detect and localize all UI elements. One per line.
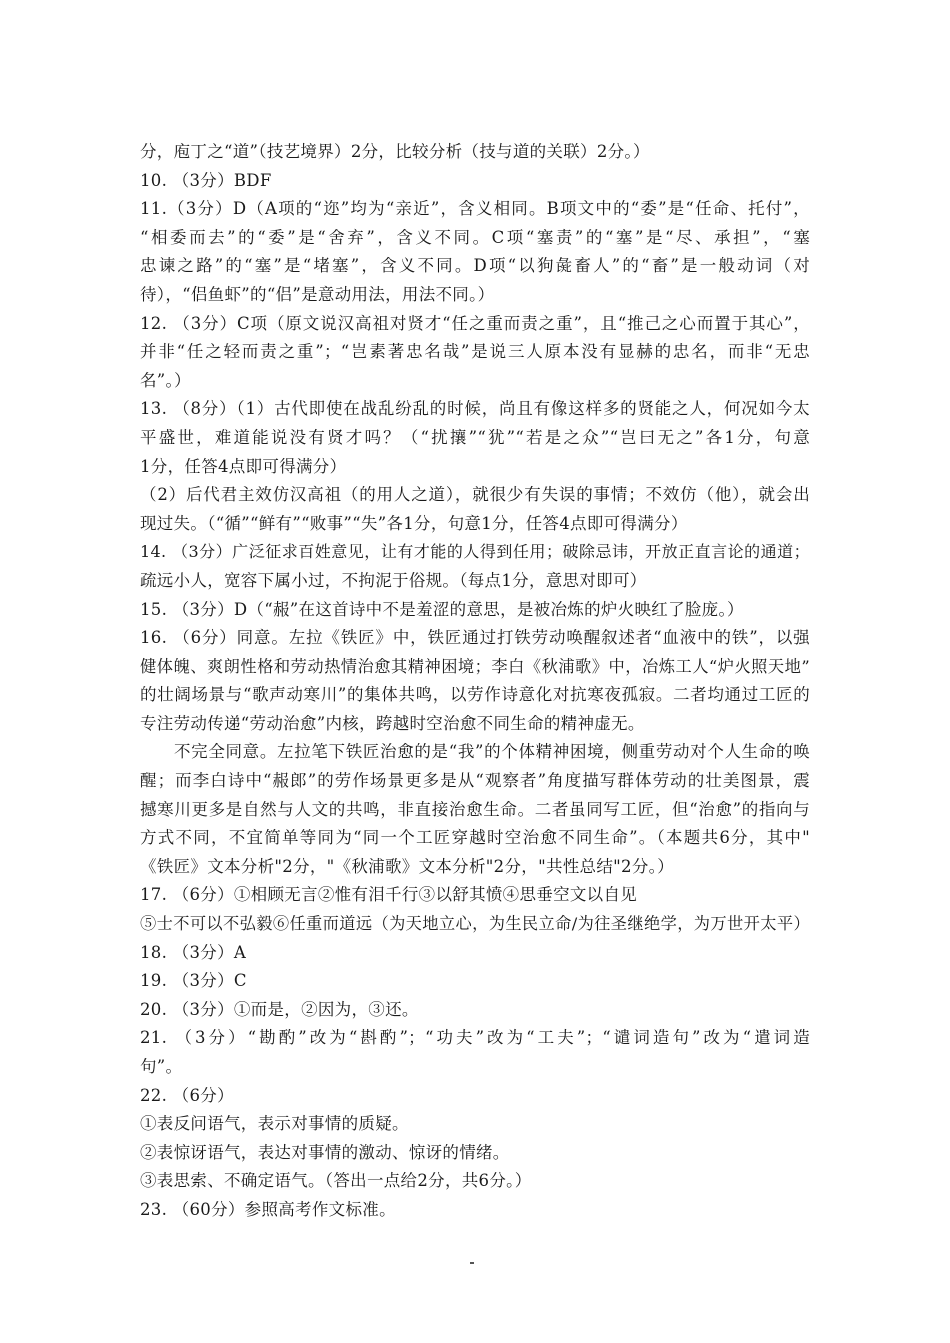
text-line: 名”。） xyxy=(140,370,191,390)
text-line: ①表反问语气，表示对事情的质疑。 xyxy=(140,1114,409,1134)
page-mark xyxy=(470,1262,474,1264)
text-line: 22. （6分） xyxy=(140,1085,234,1105)
text-line: 21. （3分）“勘酌”改为“斟酌”；“功夫”改为“工夫”；“谴词造句”改为“遣词造 xyxy=(140,1028,810,1048)
text-line: 撼寒川更多是自然与人文的共鸣，非直接治愈生命。二者虽同写工匠，但“治愈”的指向与 xyxy=(140,799,810,819)
text-line: 1分，任答4点即可得满分） xyxy=(140,456,347,476)
text-line: 10. （3分）BDF xyxy=(140,170,272,190)
text-line: 18. （3分）A xyxy=(140,942,247,962)
text-line: 15. （3分）D（“赧”在这首诗中不是羞涩的意思，是被冶炼的炉火映红了脸庞。） xyxy=(140,599,744,619)
text-line: 不完全同意。左拉笔下铁匠治愈的是“我”的个体精神困境，侧重劳动对个人生命的唤 xyxy=(174,742,810,762)
text-line: 并非“任之轻而责之重”；“岂素著忠名哉”是说三人原本没有显赫的忠名，而非“无忠 xyxy=(140,342,810,362)
text-line: 16. （6分）同意。左拉《铁匠》中，铁匠通过打铁劳动唤醒叙述者“血液中的铁”，以强 xyxy=(140,628,810,648)
text-line: 19. （3分）C xyxy=(140,971,247,991)
text-line: 23. （60分）参照高考作文标准。 xyxy=(140,1199,396,1219)
text-line: ③表思索、不确定语气。（答出一点给2分，共6分。） xyxy=(140,1171,532,1191)
text-line: 14. （3分）广泛征求百姓意见，让有才能的人得到任用；破除忌讳，开放正直言论的通道； xyxy=(140,542,810,562)
text-line: 方式不同，不宜简单等同为“同一个工匠穿越时空治愈不同生命”。（本题共6分，其中" xyxy=(140,828,810,848)
text-line: ②表惊讶语气，表达对事情的激动、惊讶的情绪。 xyxy=(140,1142,510,1162)
answer-key-page xyxy=(140,138,810,1225)
text-line: 12. （3分）C项（原文说汉高祖对贤才“任之重而责之重”，且“推己之心而置于其心”， xyxy=(140,313,810,333)
text-line: 句”。 xyxy=(140,1057,183,1076)
text-line: 11.（3分）D（A项的“迩”均为“亲近”，含义相同。B项文中的“委”是“任命、托付”， xyxy=(140,199,810,219)
text-line: 现过失。（“循”“鲜有”“败事”“失”各1分，句意1分，任答4点即可得满分） xyxy=(140,513,688,533)
text-line: 的壮阔场景与“歌声动寒川”的集体共鸣，以劳作诗意化对抗寒夜孤寂。二者均通过工匠的 xyxy=(140,685,810,705)
text-line: 17. （6分）①相顾无言②惟有泪千行③以舒其愤④思垂空文以自见 xyxy=(140,885,638,905)
text-line: 专注劳动传递“劳动治愈”内核，跨越时空治愈不同生命的精神虚无。 xyxy=(140,713,645,733)
text-line: 平盛世，难道能说没有贤才吗？（“扰攘”“犹”“若是之众”“岂曰无之”各1分，句意 xyxy=(140,427,810,447)
text-line: 醒；而李白诗中“赧郎”的劳作场景更多是从“观察者”角度描写群体劳动的壮美图景，震 xyxy=(140,771,810,791)
text-line: 13. （8分）（1）古代即使在战乱纷乱的时候，尚且有像这样多的贤能之人，何况如今太 xyxy=(140,399,810,419)
text-line: 待），“侣鱼虾”的“侣”是意动用法，用法不同。） xyxy=(140,284,495,304)
text-line: 健体魄、爽朗性格和劳动热情治愈其精神困境；李白《秋浦歌》中，冶炼工人“炉火照天地” xyxy=(140,656,810,676)
text-line: 疏远小人，宽容下属小过，不拘泥于俗规。（每点1分，意思对即可） xyxy=(140,570,647,590)
text-line: 分，庖丁之“道”（技艺境界）2分，比较分析（技与道的关联）2分。） xyxy=(140,142,650,161)
text-line: （2）后代君主效仿汉高祖（的用人之道），就很少有失误的事情；不效仿（他），就会出 xyxy=(140,485,810,505)
text-line: 《铁匠》文本分析"2分，"《秋浦歌》文本分析"2分，"共性总结"2分。） xyxy=(140,856,674,876)
text-line: 忠谏之路”的“塞”是“堵塞”，含义不同。D项“以狗彘畜人”的“畜”是一般动词（对 xyxy=(140,256,810,276)
text-line: 20. （3分）①而是，②因为，③还。 xyxy=(140,999,419,1019)
text-line: ⑤士不可以不弘毅⑥任重而道远（为天地立心，为生民立命/为往圣继绝学，为万世开太平） xyxy=(140,914,810,934)
text-line: “相委而去”的“委”是“舍弃”，含义不同。C项“塞责”的“塞”是“尽、承担”，“塞 xyxy=(140,227,810,247)
